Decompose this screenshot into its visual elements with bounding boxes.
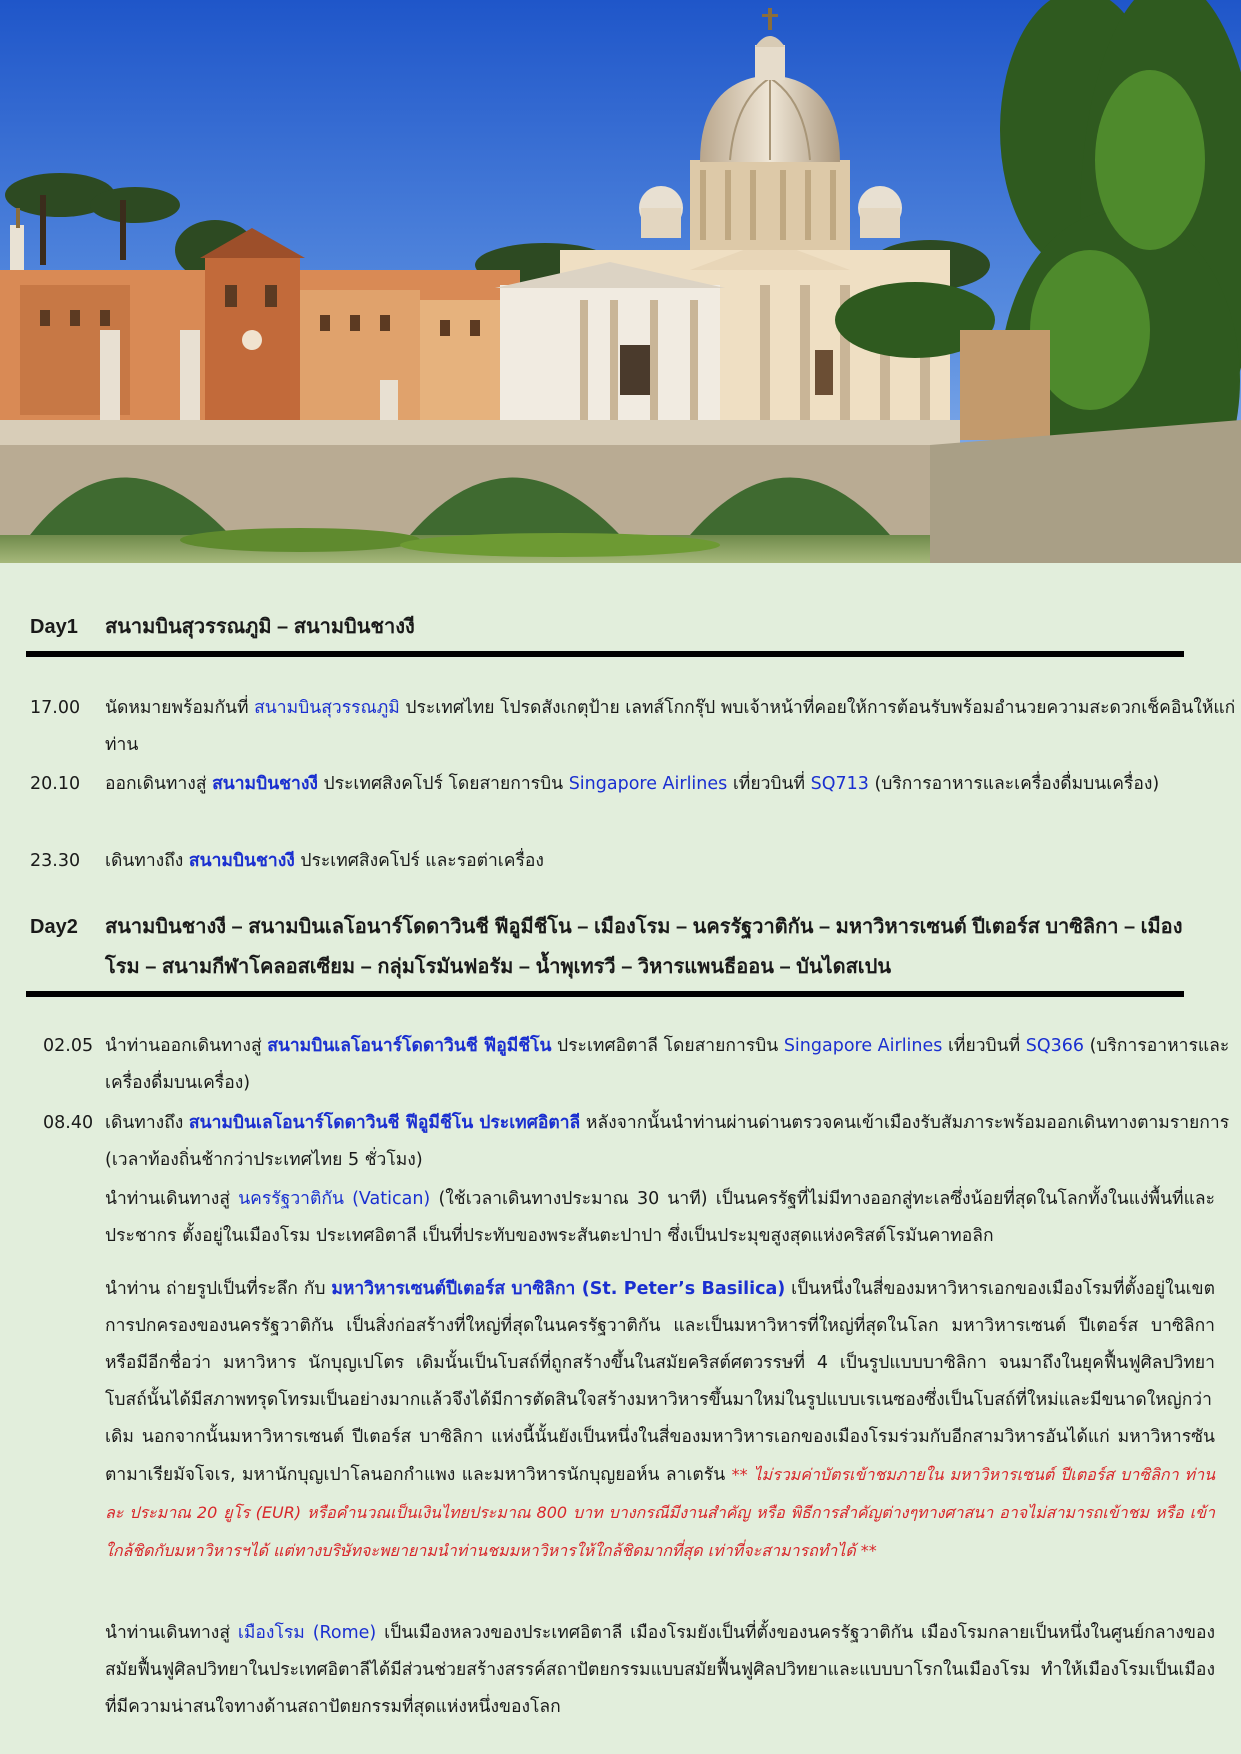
day1-divider (26, 651, 1184, 657)
desc-text: ประเทศสิงคโปร์ โดยสายการบิน (317, 774, 569, 794)
time-label: 23.30 (30, 851, 81, 871)
airline-highlight: Singapore Airlines (568, 774, 728, 794)
desc-text: (บริการอาหารและเครื่องดื่มบนเครื่อง) (868, 774, 1160, 794)
para-text: นำท่านเดินทางสู่ (105, 1623, 238, 1643)
place-highlight: สนามบินเลโอนาร์โดดาวินชี ฟีอูมีชีโน ประเทศอิตาลี (188, 1113, 581, 1133)
desc-text: (บริการอาหารและเครื่องดื่มบนเครื่อง) (105, 1036, 1230, 1093)
item-description (105, 1028, 1241, 1102)
st-peters-basilica-illustration (0, 0, 1241, 563)
desc-text: เที่ยวบินที่ (727, 774, 811, 794)
para-text: เป็นเมืองหลวงของประเทศอิตาลี เมืองโรมยังเป็นที่ตั้งของนครรัฐวาติกัน เมืองโรมกลายเป็นหนึ่งในศูนย์กลางของสมัยฟื้นฟูศิลปวิทยาในประเทศอิตาลีได้มีส่วนช่วยสร้างสรรค์สถาปัตยกรรมแบบสมัยฟื้นฟูศิลปวิทยาและแบบบาโรกในเมืองโรม ทำให้เมืองโรมเป็นเมืองที่มีความน่าสนใจทางด้านสถาปัตยกรรมที่สุดแห่งหนึ่งของโลก (105, 1623, 1215, 1717)
time-label: 08.40 (43, 1113, 94, 1133)
airline-highlight: Singapore Airlines (783, 1036, 943, 1056)
desc-text: เดินทางถึง (105, 1113, 189, 1133)
flight-number: SQ366 (1025, 1036, 1085, 1056)
desc-text: นัดหมายพร้อมกันที่ (105, 698, 255, 718)
flight-number: SQ713 (810, 774, 869, 794)
time-label: 02.05 (43, 1036, 94, 1056)
day2-label: Day2 (30, 916, 78, 938)
desc-text: ประเทศไทย โปรดสังเกตุป้าย เลทส์โกกรุ๊ป พบเจ้าหน้าที่คอยให้การต้อนรับพร้อมอำนวยความสะดวกเช็คอินให้แก่ท่าน (105, 698, 1236, 755)
vatican-paragraph (105, 1181, 1215, 1255)
item-description (105, 843, 1241, 880)
basilica-paragraph (105, 1271, 1215, 1570)
day1-title: สนามบินสุวรรณภูมิ – สนามบินชางงี (105, 616, 415, 638)
day2-divider (26, 991, 1184, 997)
place-highlight: สนามบินชางงี (212, 774, 318, 794)
desc-text: เดินทางถึง (105, 851, 189, 871)
desc-text: ประเทศสิงคโปร์ และรอต่าเครื่อง (294, 851, 544, 871)
time-label: 17.00 (30, 698, 81, 718)
admission-note: ** ไม่รวมค่าบัตรเข้าชมภายใน มหาวิหารเซนต์ ปีเตอร์ส บาซิลิกา ท่านละ ประมาณ 20 ยูโร (EUR) หรือคำนวณเป็นเงินไทยประมาณ 800 บาท บางกรณีมีงานสำคัญ หรือ พิธีการสำคัญต่างๆทางศาสนา อาจไม่สามารถเข้าชม หรือ เข้าใกล้ชิดกับมหาวิหารฯได้ แต่ทางบริษัทจะพยายามนำท่านชมมหาวิหารให้ใกล้ชิดมากที่สุด เท่าที่จะสามารถทำได้ ** (105, 1465, 1216, 1560)
item-description (105, 766, 1241, 803)
item-description (105, 690, 1241, 764)
desc-text: ออกเดินทางสู่ (105, 774, 213, 794)
place-highlight: สนามบินเลโอนาร์โดดาวินชี ฟีอูมีชีโน (267, 1036, 552, 1056)
hero-photo (0, 0, 1241, 563)
item-description (105, 1105, 1241, 1179)
place-highlight: นครรัฐวาติกัน (Vatican) (238, 1189, 431, 1209)
desc-text: เที่ยวบินที่ (942, 1036, 1026, 1056)
day1-label: Day1 (30, 616, 78, 638)
desc-text: หลังจากนั้นนำท่านผ่านด่านตรวจคนเข้าเมืองรับสัมภาระพร้อมออกเดินทางตามรายการ (เวลาท้องถิ่นช้ากว่าประเทศไทย 5 ชั่วโมง) (105, 1113, 1230, 1170)
place-highlight: สนามบินชางงี (188, 851, 295, 871)
para-text: นำท่านเดินทางสู่ (105, 1189, 239, 1209)
day2-title: สนามบินชางงี – สนามบินเลโอนาร์โดดาวินชี ฟีอูมีชีโน – เมืองโรม – นครรัฐวาติกัน – มหาวิหารเซนต์ ปีเตอร์ส บาซิลิกา – เมืองโรม – สนามกีฬาโคลอสเซียม – กลุ่มโรมันฟอรัม – น้ำพุเทรวี – วิหารแพนธีออน – บันไดสเปน (105, 916, 1183, 978)
place-highlight: เมืองโรม (Rome) (237, 1623, 377, 1643)
para-text: (ใช้เวลาเดินทางประมาณ 30 นาที) เป็นนครรัฐที่ไม่มีทางออกสู่ทะเลซึ่งน้อยที่สุดในโลกทั้งในแง่พื้นที่และประชากร ตั้งอยู่ในเมืองโรม ประเทศอิตาลี เป็นที่ประทับของพระสันตะปาปา ซึ่งเป็นประมุขสูงสุดแห่งคริสต์โรมันคาทอลิก (105, 1189, 1215, 1246)
time-label: 20.10 (30, 774, 81, 794)
place-highlight: มหาวิหารเซนต์ปีเตอร์ส บาซิลิกา (St. Peter’s Basilica) (331, 1279, 786, 1299)
desc-text: ประเทศอิตาลี โดยสายการบิน (551, 1036, 784, 1056)
desc-text: นำท่านออกเดินทางสู่ (105, 1036, 268, 1056)
place-highlight: สนามบินสุวรรณภูมิ (254, 698, 400, 718)
para-text: นำท่าน ถ่ายรูปเป็นที่ระลึก กับ (105, 1279, 332, 1299)
rome-paragraph (105, 1615, 1215, 1726)
para-text: เป็นหนึ่งในสี่ของมหาวิหารเอกของเมืองโรมที่ตั้งอยู่ในเขตการปกครองของนครรัฐวาติกัน เป็นสิ่งก่อสร้างที่ใหญ่ที่สุดในนครรัฐวาติกัน และเป็นมหาวิหารที่ใหญ่ที่สุดในโลก มหาวิหารเซนต์ ปีเตอร์ส บาซิลิกา หรือมีอีกชื่อว่า มหาวิหาร นักบุญเปโตร เดิมนั้นเป็นโบสถ์ที่ถูกสร้างขึ้นในสมัยคริสต์ศตวรรษที่ 4 เป็นรูปแบบบาซิลิกา จนมาถึงในยุคฟื้นฟูศิลปวิทยาโบสถ์นั้นได้มีสภาพทรุดโทรมเป็นอย่างมากแล้วจึงได้มีการตัดสินใจสร้างมหาวิหารขึ้นมาใหม่ในรูปแบบเรเนซองซึ่งเป็นโบสถ์ที่ใหม่และมีขนาดใหญ่กว่าเดิม นอกจากนั้นมหาวิหารเซนต์ ปีเตอร์ส บาซิลิกา แห่งนี้นั้นยังเป็นหนึ่งในสี่ของมหาวิหารเอกของเมืองโรมร่วมกับอีกสามวิหารอันได้แก่ มหาวิหารซันตามาเรียมัจโจเร, มหานักบุญเปาโลนอกกำแพง และมหาวิหารนักบุญยอห์น ลาเตรัน (105, 1279, 1215, 1485)
